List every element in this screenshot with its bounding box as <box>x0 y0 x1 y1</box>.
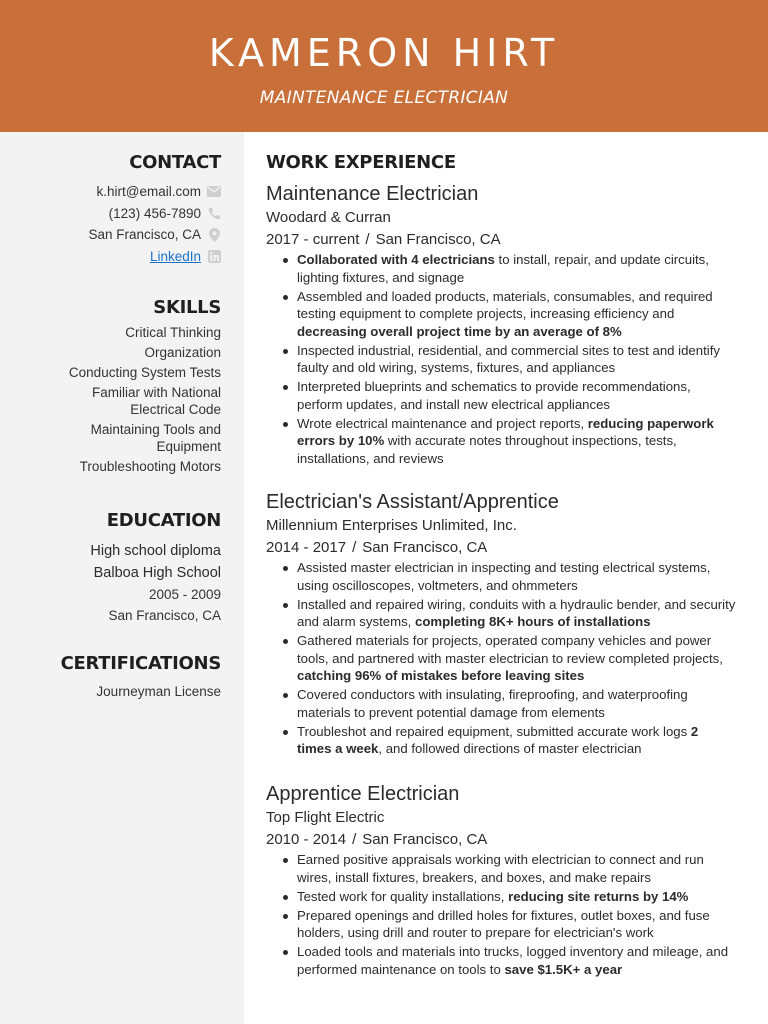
separator: / <box>365 231 370 248</box>
job-bullet: Earned positive appraisals working with electrician to connect and run wires, install fixtures, breakers, and boxes, and make repairs <box>266 851 736 886</box>
job-company: Millennium Enterprises Unlimited, Inc. <box>266 517 517 534</box>
contact-section <box>21 152 221 267</box>
education-years: 2005 - 2009 <box>148 587 221 602</box>
job-bullet: Troubleshot and repaired equipment, submitted accurate work logs 2 times a week, and followed directions of master electrician <box>266 723 736 758</box>
skill-item: Conducting System Tests <box>68 365 221 380</box>
job-entry <box>266 489 736 759</box>
skills-title: SKILLS <box>153 297 221 318</box>
skill-item: Troubleshooting Motors <box>79 459 221 474</box>
job-title: Electrician's Assistant/Apprentice <box>266 491 559 513</box>
contact-title: CONTACT <box>129 152 221 173</box>
education-section <box>21 510 221 626</box>
education-title: EDUCATION <box>106 510 221 531</box>
linkedin-icon <box>207 249 221 263</box>
job-bullet: Tested work for quality installations, reducing site returns by 14% <box>266 888 736 906</box>
resume-header <box>0 0 768 132</box>
job-bullet: Inspected industrial, residential, and commercial sites to test and identify faulty and old wiring, systems, fixtures, and appliances <box>266 342 736 377</box>
job-bullets <box>266 559 736 758</box>
skill-item: Organization <box>144 345 221 360</box>
job-location: San Francisco, CA <box>362 831 488 848</box>
job-company: Top Flight Electric <box>266 809 385 826</box>
education-school: Balboa High School <box>93 565 221 581</box>
job-bullet: Gathered materials for projects, operated company vehicles and power tools, and partnered with master electrician to review completed projects, catching 96% of mistakes before leaving sites <box>266 632 736 685</box>
separator: / <box>352 831 357 848</box>
skill-item: Maintaining Tools and Equipment <box>90 422 221 454</box>
separator: / <box>352 539 357 556</box>
contact-location-row <box>21 224 221 246</box>
education-location: San Francisco, CA <box>108 608 221 623</box>
sidebar <box>0 132 244 1024</box>
contact-email-row <box>21 181 221 203</box>
envelope-icon <box>207 185 221 199</box>
contact-phone-row <box>21 203 221 225</box>
linkedin-link[interactable]: LinkedIn <box>149 248 201 264</box>
job-bullet: Interpreted blueprints and schematics to provide recommendations, perform updates, and install new electrical appliances <box>266 378 736 413</box>
job-meta <box>266 229 736 251</box>
job-bullet: Prepared openings and drilled holes for fixtures, outlet boxes, and fuse holders, using drill and router to prepare for electrician's work <box>266 907 736 942</box>
job-bullet: Assisted master electrician in inspecting and testing electrical systems, using oscilloscopes, voltmeters, and ohmmeters <box>266 559 736 594</box>
job-title: Maintenance Electrician <box>266 183 479 205</box>
skill-item: Critical Thinking <box>125 325 221 340</box>
job-bullet: Collaborated with 4 electricians to install, repair, and update circuits, lighting fixtures, and signage <box>266 251 736 286</box>
job-bullets <box>266 851 736 978</box>
certification-item: Journeyman License <box>96 684 221 699</box>
map-pin-icon <box>207 228 221 242</box>
job-title: Apprentice Electrician <box>266 783 460 805</box>
job-bullet: Covered conductors with insulating, fireproofing, and waterproofing materials to prevent potential damage from elements <box>266 686 736 721</box>
contact-phone: (123) 456-7890 <box>108 205 201 221</box>
job-dates: 2017 - current <box>266 231 360 248</box>
job-bullets <box>266 251 736 467</box>
job-location: San Francisco, CA <box>375 231 501 248</box>
job-bullet: Installed and repaired wiring, conduits with a hydraulic bender, and security and alarm systems, completing 8K+ hours of installations <box>266 596 736 631</box>
job-entry <box>266 781 736 980</box>
work-experience-title: WORK EXPERIENCE <box>266 152 456 173</box>
job-dates: 2014 - 2017 <box>266 539 347 556</box>
job-company: Woodard & Curran <box>266 209 391 226</box>
job-entry <box>266 181 736 469</box>
job-bullet: Wrote electrical maintenance and project reports, reducing paperwork errors by 10% with accurate notes throughout inspections, tests, installations, and reviews <box>266 415 736 468</box>
skill-item: Familiar with National Electrical Code <box>91 385 221 417</box>
job-meta <box>266 829 736 851</box>
contact-linkedin-row <box>21 246 221 268</box>
job-location: San Francisco, CA <box>362 539 488 556</box>
education-degree: High school diploma <box>90 543 221 559</box>
job-bullet: Assembled and loaded products, materials, consumables, and required testing equipment to complete projects, increasing efficiency and decreasing overall project time by an average of 8% <box>266 288 736 341</box>
contact-email[interactable]: k.hirt@email.com <box>96 184 201 199</box>
candidate-name: KAMERON HIRT <box>208 31 560 75</box>
skills-section <box>21 297 221 475</box>
job-dates: 2010 - 2014 <box>266 831 347 848</box>
phone-icon <box>207 206 221 220</box>
candidate-role: MAINTENANCE ELECTRICIAN <box>259 88 509 108</box>
job-bullet: Loaded tools and materials into trucks, logged inventory and mileage, and performed maintenance on tools to save $1.5K+ a year <box>266 943 736 978</box>
job-meta <box>266 537 736 559</box>
certifications-section <box>21 653 221 702</box>
contact-location: San Francisco, CA <box>88 227 201 242</box>
certifications-title: CERTIFICATIONS <box>60 653 221 674</box>
